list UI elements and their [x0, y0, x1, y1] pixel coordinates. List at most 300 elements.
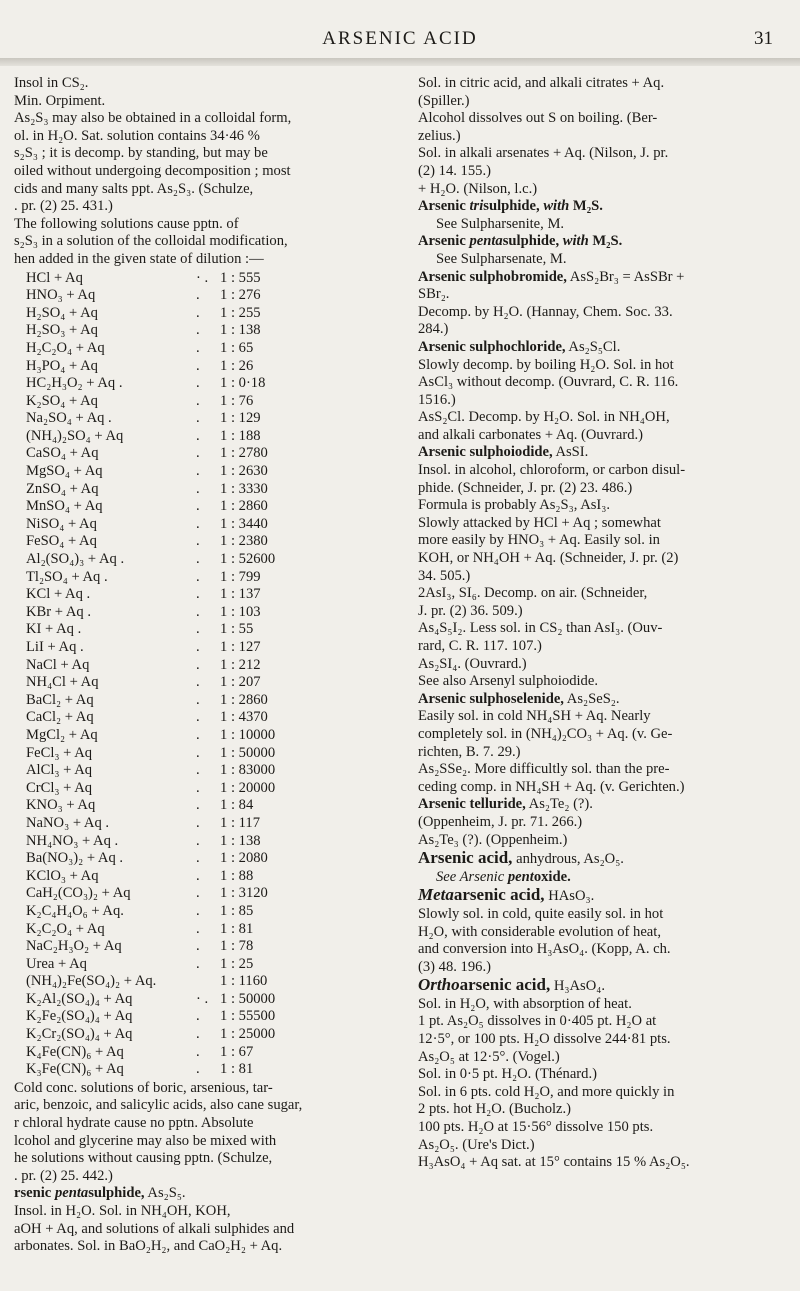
- leader-dots: .: [196, 287, 200, 304]
- table-row: [26, 1044, 275, 1062]
- table-row: [26, 674, 275, 692]
- text-line: See also Arsenyl sulphoiodide.: [418, 673, 598, 690]
- text-line: As₂O₅. (Ure's Dict.): [418, 1136, 535, 1153]
- intro-paragraph: [14, 75, 384, 269]
- dilution-ratio: 1 : 84: [220, 797, 254, 814]
- dilution-ratio: 1 : 3330: [220, 480, 268, 497]
- text-line: 34. 505.): [418, 567, 471, 584]
- see-reference: See Sulpharsenite, M.: [436, 215, 565, 232]
- table-row: [26, 885, 275, 903]
- dilution-ratio: 1 : 26: [220, 357, 254, 374]
- text-line: AsCl₃ without decomp. (Ouvrard, C. R. 116.: [418, 374, 679, 391]
- reagent-cell: MnSO₄ + Aq: [26, 498, 103, 515]
- reagent-cell: H₂SO₄ + Aq: [26, 304, 98, 321]
- text-line: more easily by HNO₃ + Aq. Easily sol. in: [418, 532, 660, 549]
- dilution-ratio: 1 : 88: [220, 867, 254, 884]
- reagent-cell: (NH₄)₂Fe(SO₄)₂ + Aq.: [26, 973, 157, 990]
- dilution-ratio: 1 : 4370: [220, 709, 268, 726]
- text-line: Slowly sol. in cold, quite easily sol. in hot: [418, 905, 664, 922]
- text-line: The following solutions cause pptn. of: [14, 215, 239, 232]
- leader-dots: .: [196, 603, 200, 620]
- leader-dots: .: [196, 674, 200, 691]
- leader-dots: .: [196, 568, 200, 585]
- entry-sulphoiodide: [418, 444, 784, 690]
- text-line: Alcohol dissolves out S on boiling. (Ber-: [418, 110, 658, 127]
- dilution-ratio: 1 : 799: [220, 568, 261, 585]
- entry-title: Arsenic acid,: [418, 848, 513, 868]
- table-row: [26, 604, 275, 622]
- dilution-ratio: 1 : 76: [220, 392, 254, 409]
- table-row: [26, 551, 275, 569]
- leader-dots: .: [196, 938, 200, 955]
- entry-formula: As₂S₅.: [144, 1185, 186, 1202]
- text-line: Insol. in alcohol, chloroform, or carbon disul-: [418, 462, 686, 479]
- reagent-cell: NaC₂H₃O₂ + Aq: [26, 938, 122, 955]
- dilution-ratio: 1 : 2080: [220, 850, 268, 867]
- text-line: aric, benzoic, and salicylic acids, also cane sugar,: [14, 1097, 303, 1114]
- entry-title: Arsenic telluride,: [418, 796, 526, 813]
- text-line: Cold conc. solutions of boric, arsenious, tar-: [14, 1079, 273, 1096]
- text-line: arbonates. Sol. in BaO₂H₂, and CaO₂H₂ + Aq.: [14, 1238, 283, 1255]
- reagent-cell: KBr + Aq .: [26, 603, 91, 620]
- dilution-ratio: 1 : 2380: [220, 533, 268, 550]
- dilution-ratio: 1 : 65: [220, 339, 254, 356]
- text-line: richten, B. 7. 29.): [418, 743, 521, 760]
- table-row: [26, 973, 275, 991]
- table-row: [26, 340, 275, 358]
- entry-see-reference: [418, 233, 784, 268]
- entry-body: [418, 906, 784, 976]
- leader-dots: .: [196, 779, 200, 796]
- entry-title: Arsenic trisulphide, with M₂S.: [418, 198, 603, 215]
- reagent-cell: ZnSO₄ + Aq: [26, 480, 99, 497]
- dilution-ratio: 1 : 2780: [220, 445, 268, 462]
- text-line: aOH + Aq, and solutions of alkali sulphides and: [14, 1220, 295, 1237]
- table-row: [26, 657, 275, 675]
- reagent-cell: MgSO₄ + Aq: [26, 463, 103, 480]
- leader-dots: .: [196, 1043, 200, 1060]
- text-line: 1516.): [418, 391, 456, 408]
- leader-dots: .: [196, 392, 200, 409]
- leader-dots: .: [196, 691, 200, 708]
- text-line: As₂O₅ at 12·5°. (Vogel.): [418, 1048, 560, 1065]
- entry-sulphoselenide: [418, 691, 784, 797]
- text-line: Sol. in 0·5 pt. H₂O. (Thénard.): [418, 1066, 597, 1083]
- leader-dots: .: [196, 480, 200, 497]
- table-row: [26, 270, 275, 288]
- dilution-ratio: 1 : 52600: [220, 551, 276, 568]
- entry-title: Arsenic sulphoiodide,: [418, 444, 553, 461]
- table-row: [26, 428, 275, 446]
- reagent-cell: CaSO₄ + Aq: [26, 445, 99, 462]
- entry-metaarsenic-acid: [418, 886, 784, 976]
- leader-dots: .: [196, 463, 200, 480]
- leader-dots: .: [196, 762, 200, 779]
- leader-dots: .: [196, 445, 200, 462]
- text-line: H₃AsO₄ + Aq sat. at 15° contains 15 % As₂O₅.: [418, 1154, 690, 1171]
- entry-orthoarsenic-acid: [418, 976, 784, 1172]
- reagent-cell: NH₄NO₃ + Aq .: [26, 832, 119, 849]
- text-line: Insol. in H₂O. Sol. in NH₄OH, KOH,: [14, 1203, 231, 1219]
- leader-dots: .: [196, 902, 200, 919]
- entry-title: Metaarsenic acid,: [418, 885, 545, 905]
- text-line: As₄S₅I₂. Less sol. in CS₂ than AsI₃. (Ouv-: [418, 620, 663, 637]
- table-row: [26, 358, 275, 376]
- text-line: Sol. in alkali arsenates + Aq. (Nilson, J. pr.: [418, 145, 669, 162]
- reagent-cell: KNO₃ + Aq: [26, 797, 96, 814]
- header-rule: [0, 58, 800, 66]
- reagent-cell: CaH₂(CO₃)₂ + Aq: [26, 885, 131, 902]
- entry-body: [418, 708, 784, 796]
- text-line: ol. in H₂O. Sat. solution contains 34·46 %: [14, 127, 260, 144]
- entry-sulphobromide: [418, 269, 784, 339]
- dilution-ratio: 1 : 55: [220, 621, 254, 638]
- text-line: As₂S₃ may also be obtained in a colloidal form,: [14, 110, 292, 127]
- text-line: Sol. in 6 pts. cold H₂O, and more quickly in: [418, 1083, 675, 1100]
- reagent-cell: BaCl₂ + Aq: [26, 691, 94, 708]
- reagent-cell: NaNO₃ + Aq .: [26, 814, 110, 831]
- leader-dots: .: [196, 850, 200, 867]
- reagent-cell: Al₂(SO₄)₃ + Aq .: [26, 551, 125, 568]
- text-line: zelius.): [418, 127, 461, 144]
- dilution-ratio: 1 : 50000: [220, 744, 276, 761]
- leader-dots: · .: [196, 269, 209, 286]
- text-line: oiled without undergoing decomposition ; most: [14, 162, 291, 179]
- reagent-cell: K₄Fe(CN)₆ + Aq: [26, 1043, 124, 1060]
- entry-title: rsenic pentasulphide,: [14, 1185, 145, 1202]
- entry-arsenic-pentasulphide: [14, 1185, 384, 1203]
- reagent-cell: K₂SO₄ + Aq: [26, 392, 98, 409]
- left-column: [14, 75, 384, 1256]
- dilution-ratio: 1 : 138: [220, 322, 261, 339]
- table-row: [26, 991, 275, 1009]
- leader-dots: .: [196, 1061, 200, 1078]
- table-row: [26, 498, 275, 516]
- leader-dots: .: [196, 498, 200, 515]
- text-line: Formula is probably As₂S₃, AsI₃.: [418, 497, 611, 514]
- reagent-cell: FeSO₄ + Aq: [26, 533, 97, 550]
- leader-dots: .: [196, 533, 200, 550]
- reagent-cell: (NH₄)₂SO₄ + Aq: [26, 427, 124, 444]
- text-line: H₂O, with considerable evolution of heat,: [418, 923, 661, 940]
- dilution-ratio: 1 : 138: [220, 832, 261, 849]
- reagent-cell: KI + Aq .: [26, 621, 82, 638]
- text-line: . pr. (2) 25. 431.): [14, 198, 113, 215]
- text-line: and conversion into H₃AsO₄. (Kopp, A. ch.: [418, 941, 671, 958]
- leader-dots: .: [196, 586, 200, 603]
- leader-dots: .: [196, 621, 200, 638]
- table-row: [26, 305, 275, 323]
- leader-dots: .: [196, 920, 200, 937]
- page-number: 31: [754, 28, 773, 49]
- dilution-ratio: 1 : 78: [220, 938, 254, 955]
- reagent-cell: K₂Cr₂(SO₄)₄ + Aq: [26, 1026, 133, 1043]
- dilution-ratio: 1 : 1160: [220, 973, 268, 990]
- text-line: 2AsI₃, SI₆. Decomp. on air. (Schneider,: [418, 585, 648, 602]
- dilution-ratio: 1 : 103: [220, 603, 261, 620]
- entry-formula: anhydrous, As₂O₅.: [512, 851, 624, 868]
- text-line: KOH, or NH₄OH + Aq. (Schneider, J. pr. (2): [418, 550, 679, 567]
- entry-formula: As₂Te₂ (?).: [525, 796, 593, 813]
- text-line: J. pr. (2) 36. 509.): [418, 602, 523, 619]
- table-row: [26, 709, 275, 727]
- leader-dots: .: [196, 639, 200, 655]
- dilution-ratio: 1 : 55500: [220, 1008, 276, 1025]
- table-row: [26, 868, 275, 886]
- reagent-cell: Tl₂SO₄ + Aq .: [26, 568, 108, 585]
- entry-body: [418, 996, 784, 1172]
- dilution-ratio: 1 : 10000: [220, 726, 276, 743]
- table-row: [26, 445, 275, 463]
- dilution-ratio: 1 : 20000: [220, 779, 276, 796]
- text-line: Easily sol. in cold NH₄SH + Aq. Nearly: [418, 708, 651, 725]
- dilution-ratio: 1 : 117: [220, 814, 260, 831]
- table-row: [26, 850, 275, 868]
- text-line: rard, C. R. 117. 107.): [418, 638, 542, 654]
- text-line: 1 pt. As₂O₅ dissolves in 0·405 pt. H₂O at: [418, 1013, 657, 1030]
- text-line: 12·5°, or 100 pts. H₂O dissolve 244·81 pts.: [418, 1031, 671, 1048]
- leader-dots: .: [196, 322, 200, 339]
- table-row: [26, 727, 275, 745]
- table-row: [26, 815, 275, 833]
- text-line: ceding comp. in NH₄SH + Aq. (v. Gerichten.): [418, 778, 685, 795]
- reagent-cell: H₂C₂O₄ + Aq: [26, 339, 105, 356]
- table-row: [26, 797, 275, 815]
- text-line: AsS₂Cl. Decomp. by H₂O. Sol. in NH₄OH,: [418, 409, 670, 426]
- dilution-ratio: 1 : 0·18: [220, 375, 266, 392]
- reagent-cell: HC₂H₃O₂ + Aq .: [26, 375, 123, 392]
- table-row: [26, 762, 275, 780]
- leader-dots: .: [196, 1026, 200, 1043]
- leader-dots: .: [196, 814, 200, 831]
- dilution-ratio: 1 : 83000: [220, 762, 276, 779]
- text-line: (2) 14. 155.): [418, 162, 491, 179]
- reagent-cell: NH₄Cl + Aq: [26, 674, 99, 691]
- text-line: Insol in CS₂.: [14, 75, 89, 91]
- text-line: (Oppenheim, J. pr. 71. 266.): [418, 813, 583, 830]
- dilution-ratio: 1 : 81: [220, 920, 254, 937]
- table-row: [26, 410, 275, 428]
- continued-paragraph: [418, 75, 784, 198]
- reagent-cell: FeCl₃ + Aq: [26, 744, 93, 761]
- reagent-cell: NiSO₄ + Aq: [26, 515, 97, 532]
- text-line: Sol. in H₂O, with absorption of heat.: [418, 995, 632, 1012]
- leader-dots: .: [196, 515, 200, 532]
- reagent-cell: K₂Fe₂(SO₄)₄ + Aq: [26, 1008, 133, 1025]
- dilution-ratio: 1 : 129: [220, 410, 261, 427]
- text-line: . pr. (2) 25. 442.): [14, 1167, 113, 1184]
- text-line: lcohol and glycerine may also be mixed with: [14, 1132, 277, 1149]
- leader-dots: .: [196, 410, 200, 427]
- reagent-cell: LiI + Aq .: [26, 639, 84, 655]
- entry-title: Arsenic sulphoselenide,: [418, 690, 564, 707]
- text-line: hen added in the given state of dilution :—: [14, 250, 264, 267]
- leader-dots: .: [196, 885, 200, 902]
- text-line: 2 pts. hot H₂O. (Bucholz.): [418, 1101, 572, 1118]
- dilution-ratio: 1 : 25: [220, 955, 254, 972]
- leader-dots: · .: [196, 990, 209, 1007]
- table-row: [26, 1026, 275, 1044]
- table-row: [26, 287, 275, 305]
- entry-see-reference: [418, 198, 784, 233]
- text-line: s₂S₃ ; it is decomp. by standing, but may be: [14, 145, 268, 162]
- leader-dots: .: [196, 339, 200, 356]
- leader-dots: .: [196, 375, 200, 392]
- leader-dots: .: [196, 797, 200, 814]
- leader-dots: .: [196, 709, 200, 726]
- dilution-ratio: 1 : 188: [220, 427, 261, 444]
- table-row: [26, 692, 275, 710]
- reagent-cell: KCl + Aq .: [26, 586, 91, 603]
- reagent-cell: MgCl₂ + Aq: [26, 726, 98, 743]
- text-line: (Spiller.): [418, 92, 470, 109]
- entry-formula: H₃AsO₄.: [550, 978, 606, 995]
- see-reference: See Sulpharsenate, M.: [436, 250, 567, 267]
- leader-dots: .: [196, 955, 200, 972]
- reagent-cell: HNO₃ + Aq: [26, 287, 96, 304]
- dilution-ratio: 1 : 2630: [220, 463, 268, 480]
- entry-formula: AsS₂Br₃ = AsSBr +: [566, 268, 685, 285]
- reagent-cell: K₂C₂O₄ + Aq: [26, 920, 105, 937]
- entry-formula: As₂S₅Cl.: [565, 338, 621, 355]
- table-row: [26, 621, 275, 639]
- reagent-cell: CrCl₃ + Aq: [26, 779, 93, 796]
- text-line: As₂SI₄. (Ouvrard.): [418, 655, 527, 672]
- text-line: cids and many salts ppt. As₂S₃. (Schulze,: [14, 180, 254, 197]
- entry-title: Orthoarsenic acid,: [418, 975, 551, 995]
- reagent-cell: H₂SO₃ + Aq: [26, 322, 98, 339]
- text-line: 100 pts. H₂O at 15·56° dissolve 150 pts.: [418, 1119, 654, 1136]
- table-row: [26, 1008, 275, 1026]
- right-column: [418, 75, 784, 1172]
- entry-title: Arsenic sulphobromide,: [418, 268, 567, 285]
- leader-dots: .: [196, 744, 200, 761]
- text-line: phide. (Schneider, J. pr. (2) 23. 486.): [418, 479, 633, 496]
- table-row: [26, 780, 275, 798]
- dilution-ratio: 1 : 25000: [220, 1026, 276, 1043]
- leader-dots: .: [196, 304, 200, 321]
- leader-dots: .: [196, 832, 200, 849]
- reagent-cell: NaCl + Aq: [26, 656, 90, 673]
- dilution-ratio: 1 : 212: [220, 656, 261, 673]
- cold-solutions-paragraph: [14, 1080, 384, 1186]
- dilution-ratio: 1 : 3120: [220, 885, 268, 902]
- dilution-ratio: 1 : 555: [220, 269, 261, 286]
- table-row: [26, 375, 275, 393]
- text-line: SBr₂.: [418, 286, 450, 303]
- dilution-ratio: 1 : 3440: [220, 515, 268, 532]
- running-title: ARSENIC ACID: [322, 28, 478, 49]
- leader-dots: .: [196, 726, 200, 743]
- entry-arsenic-acid: [418, 849, 784, 886]
- entry-formula: AsSI.: [552, 444, 589, 461]
- table-row: [26, 569, 275, 587]
- table-row: [26, 745, 275, 763]
- leader-dots: .: [196, 867, 200, 884]
- reagent-cell: Na₂SO₄ + Aq .: [26, 410, 112, 427]
- dilution-ratio: 1 : 85: [220, 902, 254, 919]
- entry-body: [418, 357, 784, 445]
- leader-dots: .: [196, 656, 200, 673]
- table-row: [26, 322, 275, 340]
- leader-dots: .: [196, 357, 200, 374]
- reagent-cell: KClO₃ + Aq: [26, 867, 99, 884]
- entry-formula: As₂SeS₂.: [563, 690, 620, 707]
- table-row: [26, 463, 275, 481]
- dilution-ratio: 1 : 276: [220, 287, 261, 304]
- table-row: [26, 903, 275, 921]
- text-line: Sol. in citric acid, and alkali citrates + Aq.: [418, 75, 665, 91]
- reagent-cell: K₂C₄H₄O₆ + Aq.: [26, 902, 124, 919]
- see-reference: See Arsenic pentoxide.: [436, 868, 571, 885]
- entry-body: [418, 286, 784, 339]
- text-line: Slowly attacked by HCl + Aq ; somewhat: [418, 514, 661, 531]
- entry-sulphochloride: [418, 339, 784, 445]
- reagent-cell: Ba(NO₃)₂ + Aq .: [26, 850, 124, 867]
- leader-dots: .: [196, 551, 200, 568]
- reagent-cell: K₂Al₂(SO₄)₄ + Aq: [26, 990, 133, 1007]
- table-row: [26, 516, 275, 534]
- dilution-ratio: 1 : 207: [220, 674, 261, 691]
- reagent-cell: CaCl₂ + Aq: [26, 709, 94, 726]
- entry-title: Arsenic sulphochloride,: [418, 338, 566, 355]
- entry-body: [418, 462, 784, 691]
- leader-dots: [196, 973, 218, 991]
- text-line: Decomp. by H₂O. (Hannay, Chem. Soc. 33.: [418, 303, 673, 320]
- table-row: [26, 586, 275, 604]
- reagent-cell: AlCl₃ + Aq: [26, 762, 93, 779]
- text-line: Min. Orpiment.: [14, 92, 106, 109]
- text-line: s₂S₃ in a solution of the colloidal modification,: [14, 233, 288, 250]
- table-row: [26, 956, 275, 974]
- dilution-ratio: 1 : 127: [220, 639, 261, 655]
- text-line: + H₂O. (Nilson, l.c.): [418, 180, 538, 197]
- dilution-ratio: 1 : 255: [220, 304, 261, 321]
- text-line: r chloral hydrate cause no pptn. Absolute: [14, 1115, 254, 1132]
- reagent-cell: K₃Fe(CN)₆ + Aq: [26, 1061, 124, 1078]
- entry-telluride: [418, 796, 784, 849]
- table-row: [26, 393, 275, 411]
- dilution-ratio: 1 : 67: [220, 1043, 254, 1060]
- leader-dots: .: [196, 427, 200, 444]
- text-line: As₂SSe₂. More difficultly sol. than the pre-: [418, 761, 670, 778]
- entry-title: Arsenic pentasulphide, with M₂S.: [418, 233, 623, 250]
- dilution-ratio: 1 : 2860: [220, 498, 268, 515]
- entry-formula: HAsO₃.: [544, 888, 595, 905]
- table-row: [26, 833, 275, 851]
- leader-dots: .: [196, 1008, 200, 1025]
- entry-body: [14, 1203, 384, 1256]
- table-row: [26, 533, 275, 551]
- entry-body: [418, 814, 784, 849]
- dilution-ratio: 1 : 137: [220, 586, 261, 603]
- table-row: [26, 639, 275, 657]
- text-line: and alkali carbonates + Aq. (Ouvrard.): [418, 426, 644, 443]
- text-line: completely sol. in (NH₄)₂CO₃ + Aq. (v. Ge-: [418, 725, 673, 742]
- table-row: [26, 481, 275, 499]
- table-row: [26, 921, 275, 939]
- reagent-cell: HCl + Aq: [26, 269, 83, 286]
- reagent-cell: H₃PO₄ + Aq: [26, 357, 98, 374]
- dilution-ratio: 1 : 50000: [220, 990, 276, 1007]
- text-line: As₂Te₃ (?). (Oppenheim.): [418, 831, 568, 848]
- text-line: (3) 48. 196.): [418, 958, 491, 975]
- table-row: [26, 938, 275, 956]
- dilution-table: [26, 270, 275, 1079]
- text-line: Slowly decomp. by boiling H₂O. Sol. in hot: [418, 356, 674, 373]
- table-row: [26, 1061, 275, 1079]
- page-header: [0, 28, 800, 58]
